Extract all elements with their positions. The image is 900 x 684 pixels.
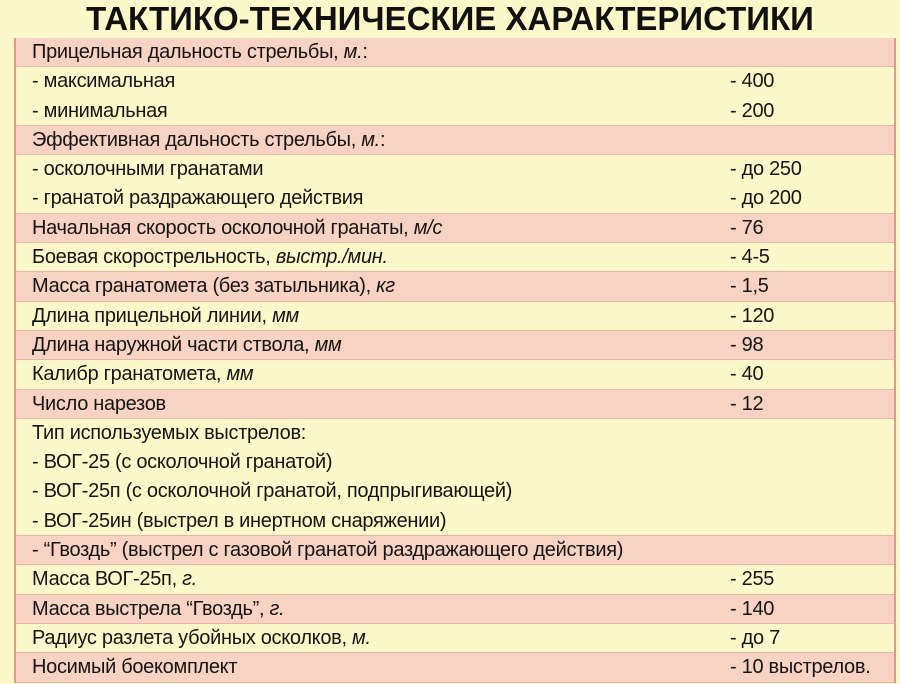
spec-label bbox=[32, 272, 395, 301]
spec-value: - 1,5 bbox=[730, 275, 769, 298]
spec-label-text: Боевая скорострельность, bbox=[32, 246, 276, 269]
spec-label bbox=[32, 595, 284, 624]
spec-row bbox=[16, 536, 894, 565]
spec-label-text: - ВОГ-25ин (выстрел в инертном снаряжении) bbox=[32, 509, 447, 532]
spec-label-text: Масса гранатомета (без затыльника), bbox=[32, 275, 377, 298]
spec-unit: м/с bbox=[413, 216, 443, 239]
spec-label bbox=[32, 302, 299, 331]
spec-row bbox=[16, 38, 894, 67]
spec-row bbox=[16, 653, 894, 682]
spec-label-text: Прицельная дальность стрельбы, bbox=[32, 41, 344, 63]
spec-row bbox=[16, 477, 894, 506]
spec-value: - до 7 bbox=[730, 626, 780, 649]
spec-row bbox=[16, 214, 894, 243]
spec-row bbox=[16, 97, 894, 126]
spec-label-text: Эффективная дальность стрельбы, bbox=[32, 128, 362, 151]
spec-label bbox=[32, 477, 512, 506]
spec-table bbox=[14, 38, 896, 683]
spec-label bbox=[32, 184, 363, 213]
spec-row bbox=[16, 272, 894, 301]
spec-unit: г. bbox=[182, 568, 197, 591]
spec-unit: выстр./мин. bbox=[275, 246, 388, 269]
spec-row bbox=[16, 565, 894, 594]
spec-unit: м. bbox=[352, 626, 371, 649]
page-title: ТАКТИКО-ТЕХНИЧЕСКИЕ ХАРАКТЕРИСТИКИ bbox=[86, 0, 814, 37]
spec-row bbox=[16, 126, 894, 155]
spec-value: - 10 выстрелов. bbox=[730, 656, 871, 679]
spec-label bbox=[32, 243, 388, 272]
spec-label-text: Радиус разлета убойных осколков, bbox=[32, 626, 353, 649]
spec-label-text: - ВОГ-25п (с осколочной гранатой, подпрыгивающей) bbox=[32, 480, 513, 503]
spec-label-suffix: : bbox=[362, 41, 368, 63]
spec-label-text: Начальная скорость осколочной гранаты, bbox=[32, 216, 414, 239]
spec-label bbox=[32, 536, 623, 565]
spec-row bbox=[16, 448, 894, 477]
spec-label-text: - гранатой раздражающего действия bbox=[32, 187, 364, 210]
spec-label-text: Длина наружной части ствола, bbox=[32, 333, 315, 356]
spec-row bbox=[16, 155, 894, 184]
spec-value: - 40 bbox=[730, 363, 764, 386]
spec-row bbox=[16, 507, 894, 536]
spec-label bbox=[32, 507, 446, 536]
spec-unit: м. bbox=[361, 128, 380, 151]
spec-row bbox=[16, 419, 894, 448]
spec-label bbox=[32, 624, 371, 653]
spec-label-text: Масса ВОГ-25п, bbox=[32, 568, 183, 591]
spec-label-text: Тип используемых выстрелов: bbox=[32, 421, 307, 444]
spec-unit: м. bbox=[343, 41, 363, 63]
spec-row bbox=[16, 302, 894, 331]
spec-row bbox=[16, 624, 894, 653]
spec-unit: мм bbox=[226, 363, 254, 386]
spec-label bbox=[32, 331, 341, 360]
spec-label bbox=[32, 67, 175, 96]
spec-row bbox=[16, 67, 894, 96]
spec-row bbox=[16, 390, 894, 419]
spec-value: - 200 bbox=[730, 99, 775, 122]
spec-label bbox=[32, 97, 167, 126]
spec-row bbox=[16, 595, 894, 624]
spec-value: - 98 bbox=[730, 333, 764, 356]
spec-value: - 140 bbox=[730, 597, 775, 620]
spec-label-suffix: : bbox=[379, 128, 386, 151]
spec-label-text: - “Гвоздь” (выстрел с газовой гранатой раздражающего действия) bbox=[32, 539, 624, 562]
spec-value: - 400 bbox=[730, 70, 775, 93]
spec-value: - 4-5 bbox=[730, 246, 770, 269]
spec-label bbox=[32, 390, 166, 419]
spec-label bbox=[32, 653, 237, 682]
spec-label bbox=[32, 155, 263, 184]
spec-row bbox=[16, 360, 894, 389]
spec-value: - 120 bbox=[730, 304, 775, 327]
spec-label bbox=[32, 448, 332, 477]
spec-value: - 255 bbox=[730, 568, 775, 591]
spec-label-text: - осколочными гранатами bbox=[32, 158, 264, 181]
spec-label-text: Носимый боекомплект bbox=[32, 656, 238, 679]
spec-label-text: Длина прицельной линии, bbox=[32, 304, 273, 327]
spec-label-text: Калибр гранатомета, bbox=[32, 363, 227, 386]
spec-label bbox=[32, 360, 253, 389]
spec-label-text: Число нарезов bbox=[32, 392, 166, 415]
spec-label bbox=[32, 38, 368, 67]
spec-value: - 76 bbox=[730, 216, 764, 239]
spec-value: - до 250 bbox=[730, 158, 802, 181]
spec-unit: кг bbox=[376, 275, 395, 298]
spec-unit: мм bbox=[314, 333, 342, 356]
spec-unit: мм bbox=[272, 304, 299, 327]
spec-row bbox=[16, 331, 894, 360]
spec-row bbox=[16, 243, 894, 272]
spec-label bbox=[32, 419, 306, 448]
spec-unit: г. bbox=[269, 597, 285, 620]
spec-label-text: - минимальная bbox=[32, 99, 168, 122]
spec-label-text: - максимальная bbox=[32, 70, 175, 93]
spec-value: - 12 bbox=[730, 392, 764, 415]
spec-label-text: - ВОГ-25 (с осколочной гранатой) bbox=[32, 451, 333, 474]
spec-label bbox=[32, 126, 385, 155]
spec-value: - до 200 bbox=[730, 187, 802, 210]
spec-label bbox=[32, 214, 442, 243]
spec-label-text: Масса выстрела “Гвоздь”, bbox=[32, 597, 270, 620]
spec-label bbox=[32, 565, 197, 594]
spec-row bbox=[16, 184, 894, 213]
